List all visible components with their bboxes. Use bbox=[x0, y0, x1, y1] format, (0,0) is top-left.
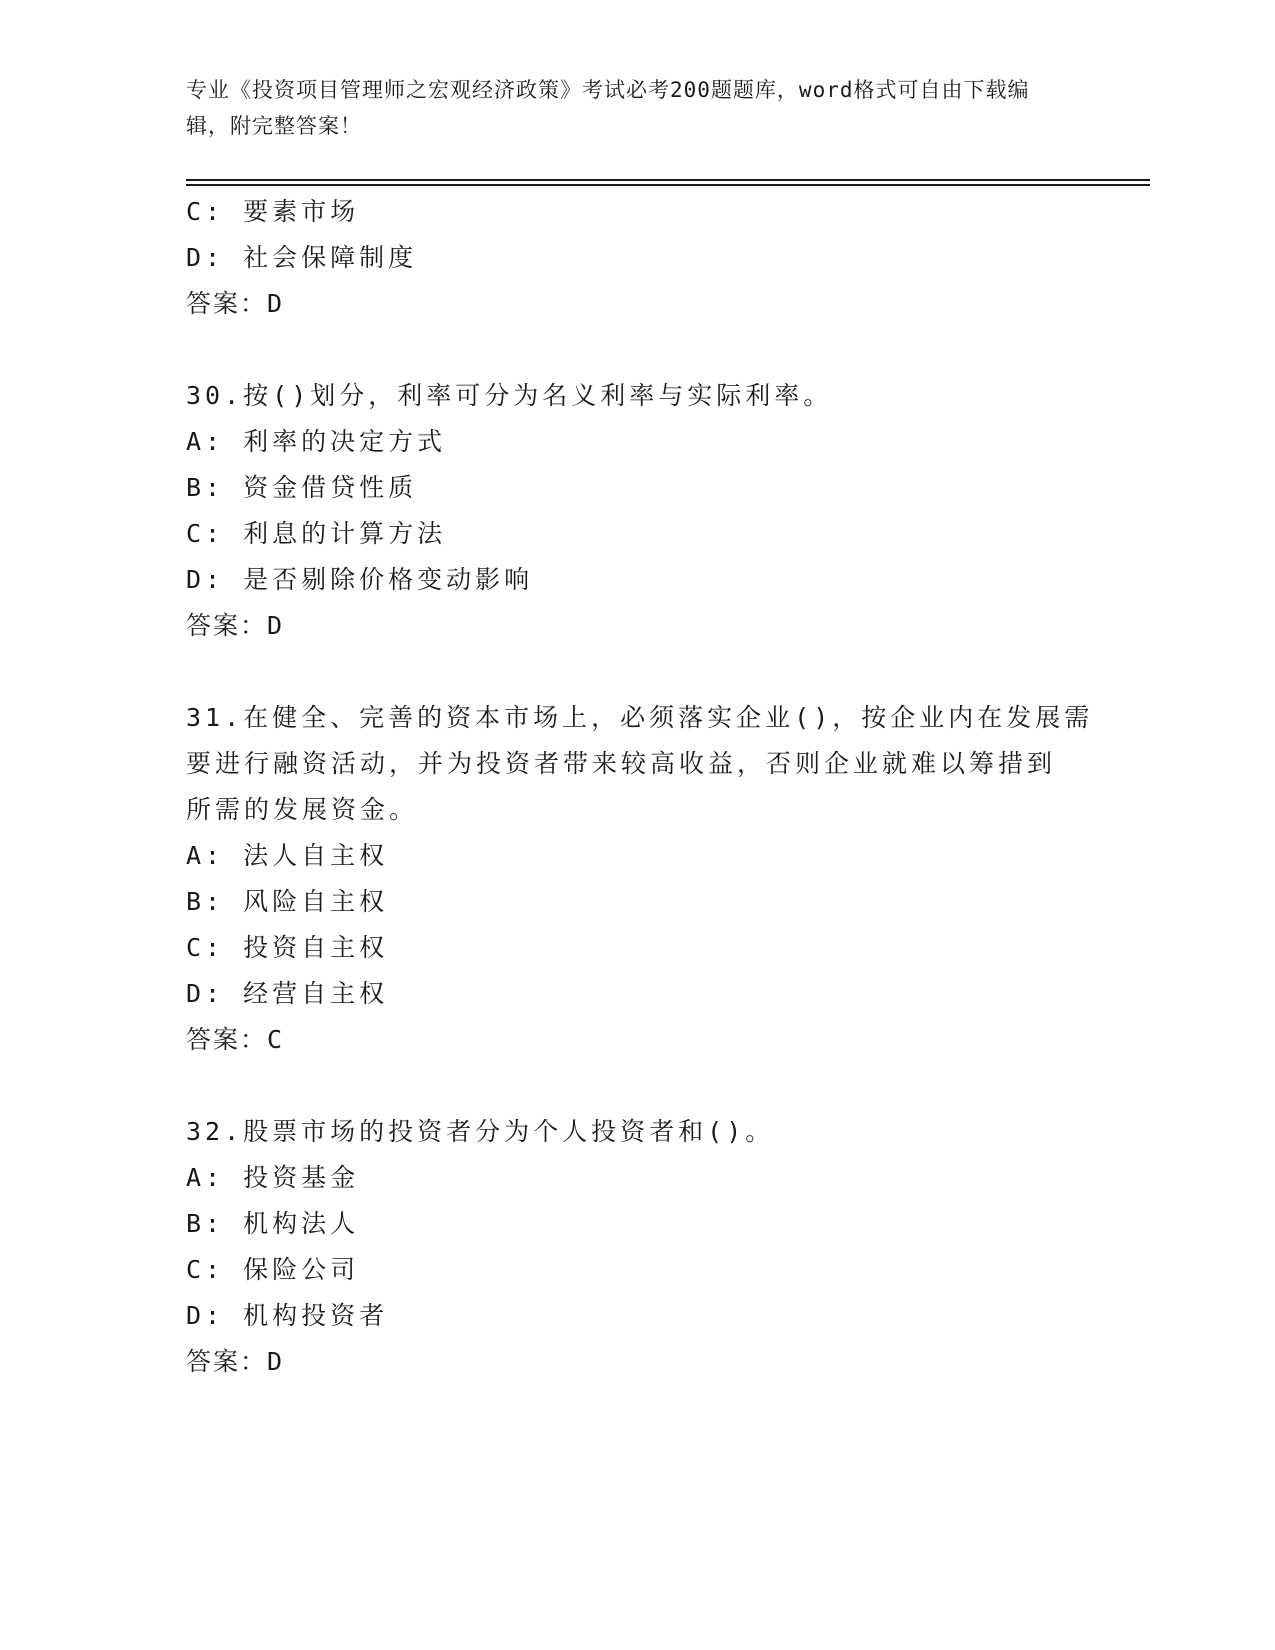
question-block-32 bbox=[186, 1109, 1086, 1385]
option-label: C: bbox=[186, 1255, 225, 1284]
option-label: B: bbox=[186, 887, 225, 916]
option-a bbox=[186, 1155, 1086, 1201]
option-label: A: bbox=[186, 427, 225, 456]
answer-line bbox=[186, 281, 1086, 327]
option-label: C: bbox=[186, 933, 225, 962]
question-stem-line-2: 要进行融资活动，并为投资者带来较高收益，否则企业就难以筹措到 bbox=[186, 749, 1057, 778]
option-b bbox=[186, 1201, 1086, 1247]
option-a bbox=[186, 833, 1086, 879]
option-d bbox=[186, 971, 1086, 1017]
question-stem bbox=[186, 1109, 1086, 1155]
option-label: B: bbox=[186, 473, 225, 502]
option-text: 保险公司 bbox=[243, 1255, 360, 1284]
option-text: 风险自主权 bbox=[243, 887, 389, 916]
option-label: C: bbox=[186, 197, 225, 226]
question-block-31 bbox=[186, 695, 1094, 1063]
option-text: 经营自主权 bbox=[243, 979, 389, 1008]
question-text: 按()划分，利率可分为名义利率与实际利率。 bbox=[243, 381, 833, 410]
option-d bbox=[186, 235, 1086, 281]
option-b bbox=[186, 465, 1086, 511]
option-c bbox=[186, 925, 1086, 971]
option-label: A: bbox=[186, 1163, 225, 1192]
option-text: 机构法人 bbox=[243, 1209, 360, 1238]
header-divider-bottom bbox=[186, 184, 1150, 186]
option-text: 是否剔除价格变动影响 bbox=[243, 565, 534, 594]
option-d bbox=[186, 1293, 1086, 1339]
question-block-30 bbox=[186, 373, 1086, 649]
option-text: 法人自主权 bbox=[243, 841, 389, 870]
question-number: 32. bbox=[186, 1117, 244, 1146]
question-number: 30. bbox=[186, 381, 244, 410]
question-stem-line-3: 所需的发展资金。 bbox=[186, 795, 419, 824]
option-label: D: bbox=[186, 1301, 225, 1330]
answer-value: D bbox=[267, 611, 285, 640]
question-stem-line-1 bbox=[186, 695, 1094, 741]
answer-value: C bbox=[267, 1025, 285, 1054]
option-text: 投资自主权 bbox=[243, 933, 389, 962]
document-header: 专业《投资项目管理师之宏观经济政策》考试必考200题题库，word格式可自由下载编辑，附完整答案！ bbox=[186, 78, 1030, 138]
option-c bbox=[186, 189, 1086, 235]
question-text: 股票市场的投资者分为个人投资者和()。 bbox=[243, 1117, 775, 1146]
answer-line bbox=[186, 603, 1086, 649]
option-label: D: bbox=[186, 565, 225, 594]
option-label: C: bbox=[186, 519, 225, 548]
option-label: D: bbox=[186, 243, 225, 272]
option-a bbox=[186, 419, 1086, 465]
answer-label: 答案： bbox=[186, 1347, 268, 1376]
option-text: 社会保障制度 bbox=[243, 243, 418, 272]
question-block-partial bbox=[186, 189, 1086, 327]
option-label: B: bbox=[186, 1209, 225, 1238]
question-stem bbox=[186, 373, 1086, 419]
answer-line bbox=[186, 1339, 1086, 1385]
option-text: 利息的计算方法 bbox=[243, 519, 447, 548]
question-number: 31. bbox=[186, 703, 244, 732]
answer-line bbox=[186, 1017, 1086, 1063]
option-text: 利率的决定方式 bbox=[243, 427, 447, 456]
option-text: 投资基金 bbox=[243, 1163, 360, 1192]
question-list bbox=[186, 189, 1094, 1431]
option-d bbox=[186, 557, 1086, 603]
option-text: 机构投资者 bbox=[243, 1301, 389, 1330]
answer-label: 答案： bbox=[186, 611, 268, 640]
option-text: 资金借贷性质 bbox=[243, 473, 418, 502]
answer-value: D bbox=[267, 289, 285, 318]
option-label: A: bbox=[186, 841, 225, 870]
option-b bbox=[186, 879, 1086, 925]
header-divider-top bbox=[186, 179, 1150, 181]
option-text: 要素市场 bbox=[243, 197, 360, 226]
option-label: D: bbox=[186, 979, 225, 1008]
question-text: 在健全、完善的资本市场上，必须落实企业()，按企业内在发展需 bbox=[243, 703, 1094, 732]
answer-label: 答案： bbox=[186, 1025, 268, 1054]
answer-label: 答案： bbox=[186, 289, 268, 318]
option-c bbox=[186, 1247, 1086, 1293]
option-c bbox=[186, 511, 1086, 557]
answer-value: D bbox=[267, 1347, 285, 1376]
